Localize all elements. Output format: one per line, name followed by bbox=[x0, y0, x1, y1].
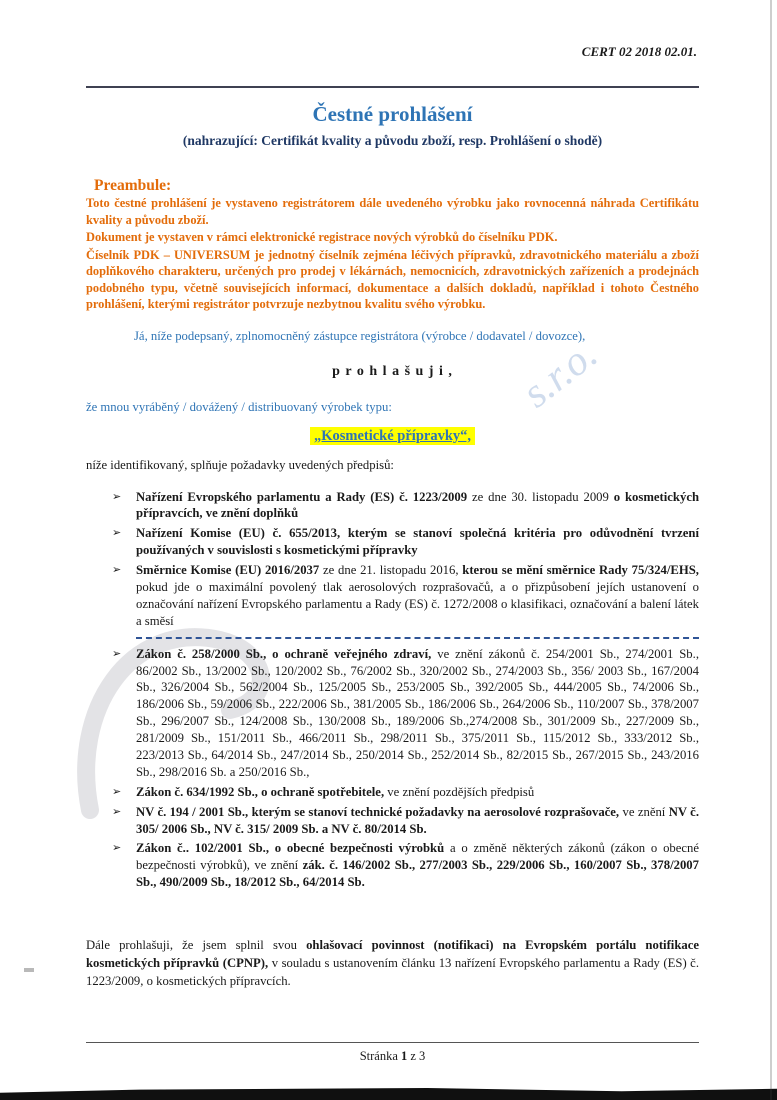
bullet-arrow-icon: ➢ bbox=[112, 804, 122, 818]
regulation-text bbox=[136, 489, 699, 523]
declaration-verb: p r o h l a š u j i , bbox=[332, 363, 453, 379]
document-ref-code: CERT 02 2018 02.01. bbox=[581, 44, 697, 59]
declaration-intro: Já, níže podepsaný, zplnomocněný zástupce registrátora (výrobce / dodavatel / dovozce), bbox=[134, 328, 586, 343]
footer-divider bbox=[86, 1042, 699, 1043]
regulations-list bbox=[86, 489, 699, 892]
text-segment: NV č. 305/ 2006 Sb., NV č. 315/ 2009 Sb. a NV č. 80/2014 Sb. bbox=[136, 804, 699, 836]
product-type-highlight: „Kosmetické přípravky“, bbox=[310, 427, 475, 445]
preamble-paragraph: Toto čestné prohlášení je vystaveno registrátorem dále uvedeného výrobku jako rovnocenná náhrada Certifikátu kvality a původu zboží. bbox=[86, 196, 699, 227]
text-segment: Dále prohlašuji, že jsem splnil svou bbox=[86, 938, 307, 953]
page-footer bbox=[86, 1042, 699, 1064]
scan-edge-bottom bbox=[0, 1084, 777, 1100]
regulation-item bbox=[86, 804, 699, 838]
preamble-heading: Preambule: bbox=[94, 177, 172, 194]
regulation-item bbox=[86, 525, 699, 559]
preamble-paragraph: Číselník PDK – UNIVERSUM je jednotný číselník zejména léčivých přípravků, zdravotnického materiálu a zboží doplňkového charakteru, určených pro prodej v lékárnách, nemocnicích, zdravotnických zařízeních a prodejnách podobného typu, včetně souvisejících informací, dokumentace a dalších dokladů, například i tohoto Čestného prohlášení, kterými registrátor potvrzuje nezbytnou kvalitu svého výrobku. bbox=[86, 247, 699, 311]
product-intro-line: že mnou vyráběný / dovážený / distribuovaný výrobek typu: bbox=[86, 399, 392, 414]
bullet-arrow-icon: ➢ bbox=[112, 526, 122, 540]
requirements-intro: níže identifikovaný, splňuje požadavky uvedených předpisů: bbox=[86, 457, 394, 472]
page-number: 1 bbox=[401, 1049, 408, 1063]
scan-mark-left bbox=[24, 968, 34, 972]
bullet-arrow-icon: ➢ bbox=[112, 784, 122, 798]
regulation-text bbox=[136, 562, 699, 630]
page-number-text: Stránka 1 z 3 bbox=[359, 1049, 426, 1063]
regulation-text bbox=[136, 525, 699, 559]
text-segment: ze dne 30. listopadu 2009 bbox=[471, 489, 614, 504]
text-segment: zák. č. 146/2002 Sb., 277/2003 Sb., 229/2006 Sb., 160/2007 Sb., 378/2007 Sb., 490/2009 Sb., 18/2012 Sb., 64/2014 Sb. bbox=[136, 858, 699, 890]
text-segment: pokud jde o maximální povolený tlak aerosolových rozprašovačů, a o přizpůsobení jejích ustanovení o označování nařízení Evropského parlamentu a Rady (ES) č. 1272/2008 o klasifikaci, označování a balení látek a směsí bbox=[136, 579, 699, 628]
preamble-section bbox=[86, 195, 699, 313]
regulation-text bbox=[136, 840, 699, 891]
regulation-item bbox=[86, 840, 699, 891]
closing-paragraph bbox=[86, 937, 699, 990]
regulation-item bbox=[86, 646, 699, 781]
text-segment: a o změně některých zákonů (zákon o obecné bezpečnosti výrobků), ve znění bbox=[136, 841, 699, 873]
document-title: Čestné prohlášení bbox=[312, 102, 473, 126]
text-segment: v souladu s ustanovením článku 13 nařízení Evropského parlamentu a Rady (ES) č. 1223/2009, o kosmetických přípravcích. bbox=[86, 955, 699, 988]
watermark: s.r.o. bbox=[514, 331, 607, 417]
regulation-text bbox=[136, 804, 699, 838]
text-segment: NV č. 194 / 2001 Sb., kterým se stanoví technické požadavky na aerosolové rozprašovače, bbox=[136, 804, 623, 819]
bullet-arrow-icon: ➢ bbox=[112, 646, 122, 660]
regulation-item bbox=[86, 489, 699, 523]
dashed-divider bbox=[136, 637, 699, 639]
text-segment: Směrnice Komise (EU) 2016/2037 bbox=[136, 563, 323, 578]
bullet-arrow-icon: ➢ bbox=[112, 489, 122, 503]
regulation-item bbox=[86, 562, 699, 630]
bullet-arrow-icon: ➢ bbox=[112, 563, 122, 577]
preamble-paragraph: Dokument je vystaven v rámci elektronické registrace nových výrobků do číselníku PDK. bbox=[86, 230, 558, 244]
regulation-item bbox=[86, 784, 699, 801]
text-segment: Zákon č.. 102/2001 Sb., o obecné bezpečnosti výrobků bbox=[136, 841, 450, 856]
text-segment: kterou se mění směrnice Rady 75/324/EHS, bbox=[462, 563, 699, 578]
text-segment: o kosmetických přípravcích, ve znění doplňků bbox=[136, 489, 700, 521]
regulation-text bbox=[136, 784, 699, 801]
document-subtitle: (nahrazující: Certifikát kvality a původu zboží, resp. Prohlášení o shodě) bbox=[182, 133, 603, 148]
bullet-arrow-icon: ➢ bbox=[112, 841, 122, 855]
text-segment: Zákon č. 258/2000 Sb., o ochraně veřejného zdraví, bbox=[136, 646, 438, 661]
product-type-wrap bbox=[86, 427, 699, 445]
text-segment: ve znění bbox=[622, 804, 669, 819]
text-segment: ve znění pozdějších předpisů bbox=[387, 784, 535, 799]
text-segment: Zákon č. 634/1992 Sb., o ochraně spotřebitele, bbox=[136, 784, 388, 799]
text-segment: ve znění zákonů č. 254/2001 Sb., 274/2001 Sb., 86/2002 Sb., 13/2002 Sb., 120/2002 Sb., 76/2002 Sb., 320/2002 Sb., 274/2003 Sb., 356/ 2003 Sb., 167/2004 Sb., 326/2004 Sb., 562/2004 Sb., 125/2005 Sb., 253/2005 Sb., 392/2005 Sb., 444/2005 Sb., 74/2006 Sb., 186/2006 Sb., 59/2006 Sb., 222/2006 Sb., 381/2005 Sb., 186/2006 Sb., 264/2006 Sb., 110/2007 Sb., 378/2007 Sb., 296/2007 Sb., 124/2008 Sb., 130/2008 Sb., 189/2006 Sb.,274/2008 Sb., 301/2009 Sb., 227/2009 Sb., 281/2009 Sb., 151/2011 Sb., 466/2011 Sb., 298/2011 Sb., 375/2011 Sb., 115/2012 Sb., 333/2012 Sb., 223/2013 Sb., 64/2014 Sb., 247/2014 Sb., 250/2014 Sb., 252/2014 Sb., 82/2015 Sb., 267/2015 Sb., 243/2016 Sb., 298/2016 Sb. a 250/2016 Sb., bbox=[136, 646, 699, 779]
text-segment: ze dne 21. listopadu 2016, bbox=[322, 563, 463, 578]
regulation-text bbox=[136, 646, 699, 781]
scan-edge-right bbox=[770, 0, 772, 1100]
header-divider bbox=[86, 86, 699, 88]
text-segment: Nařízení Komise (EU) č. 655/2013, kterým se stanoví společná kritéria pro odůvodnění tvrzení používaných v souvislosti s kosmetickými přípravky bbox=[136, 526, 699, 558]
text-segment: ohlašovací povinnost (notifikaci) na Evropském portálu notifikace kosmetických přípravků (CPNP), bbox=[86, 938, 699, 970]
text-segment: Nařízení Evropského parlamentu a Rady (ES) č. 1223/2009 bbox=[136, 489, 472, 504]
